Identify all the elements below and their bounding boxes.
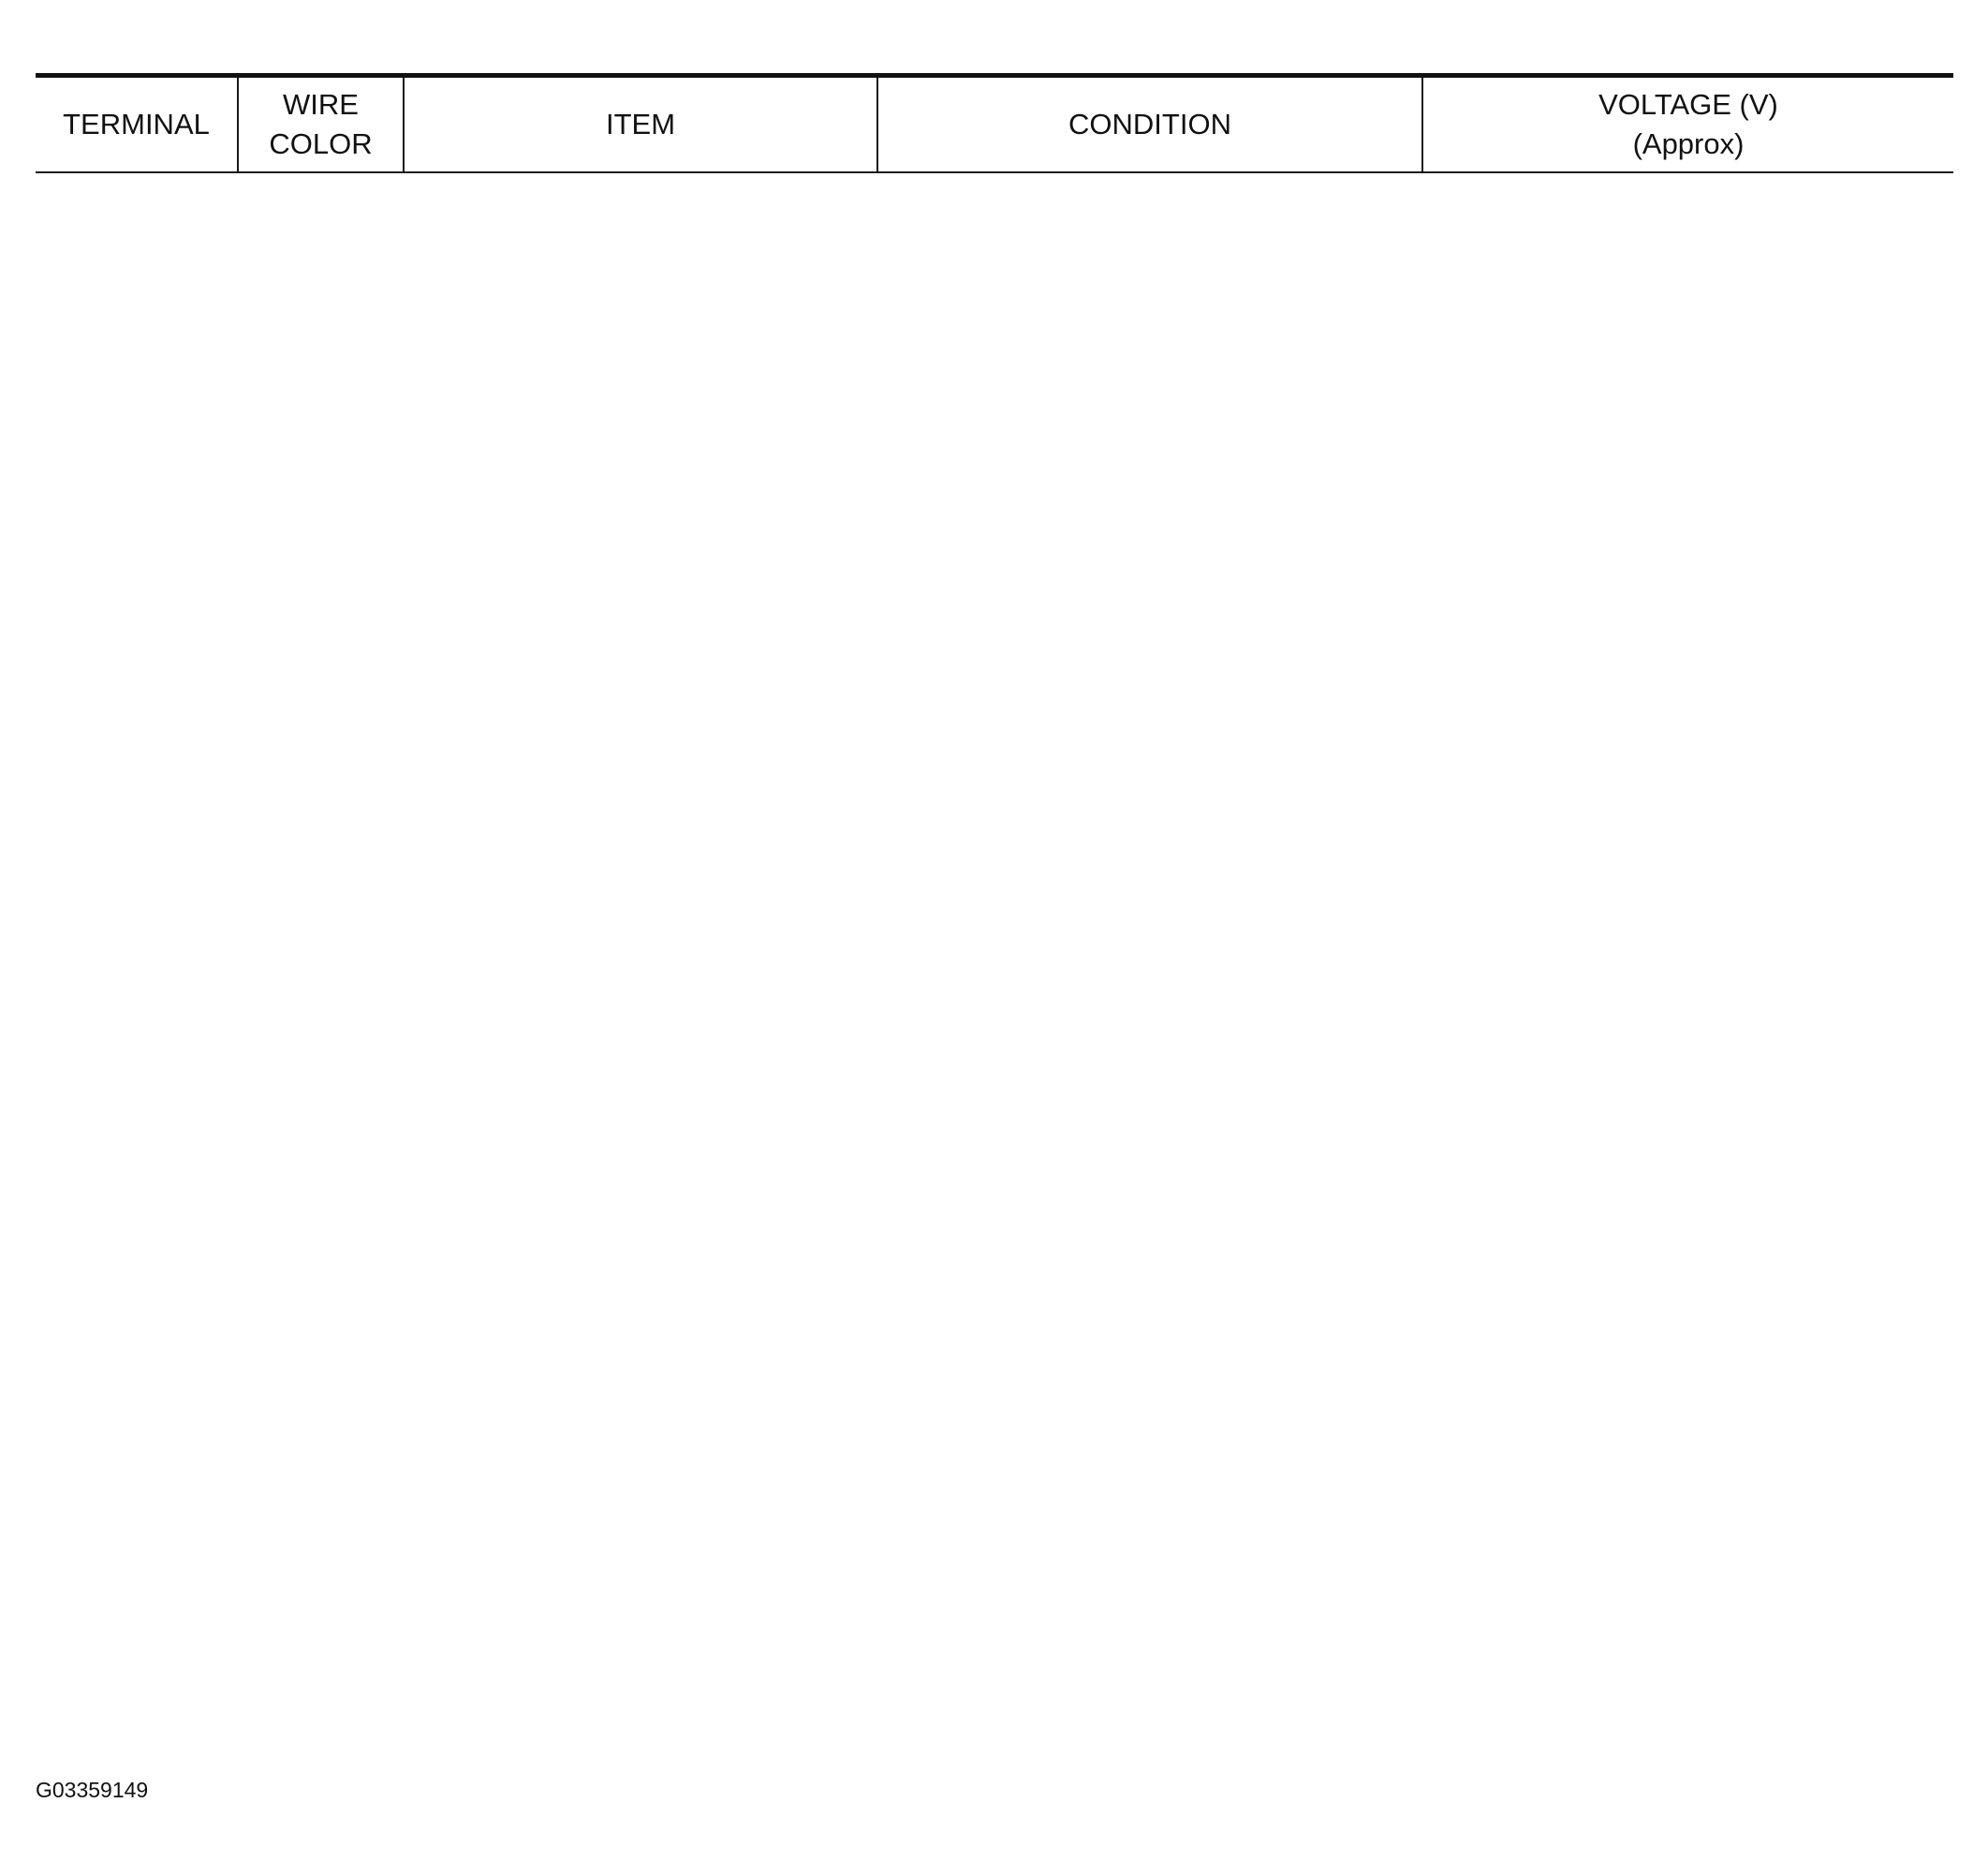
header-item: ITEM <box>404 76 877 173</box>
table-header-row <box>36 76 1953 173</box>
header-voltage: VOLTAGE (V) (Approx) <box>1422 76 1953 173</box>
header-condition: CONDITION <box>877 76 1422 173</box>
header-terminal: TERMINAL <box>36 76 238 173</box>
figure-id: G03359149 <box>36 1778 149 1802</box>
terminal-voltage-table <box>36 73 1953 173</box>
header-wire-color: WIRE COLOR <box>238 76 404 173</box>
